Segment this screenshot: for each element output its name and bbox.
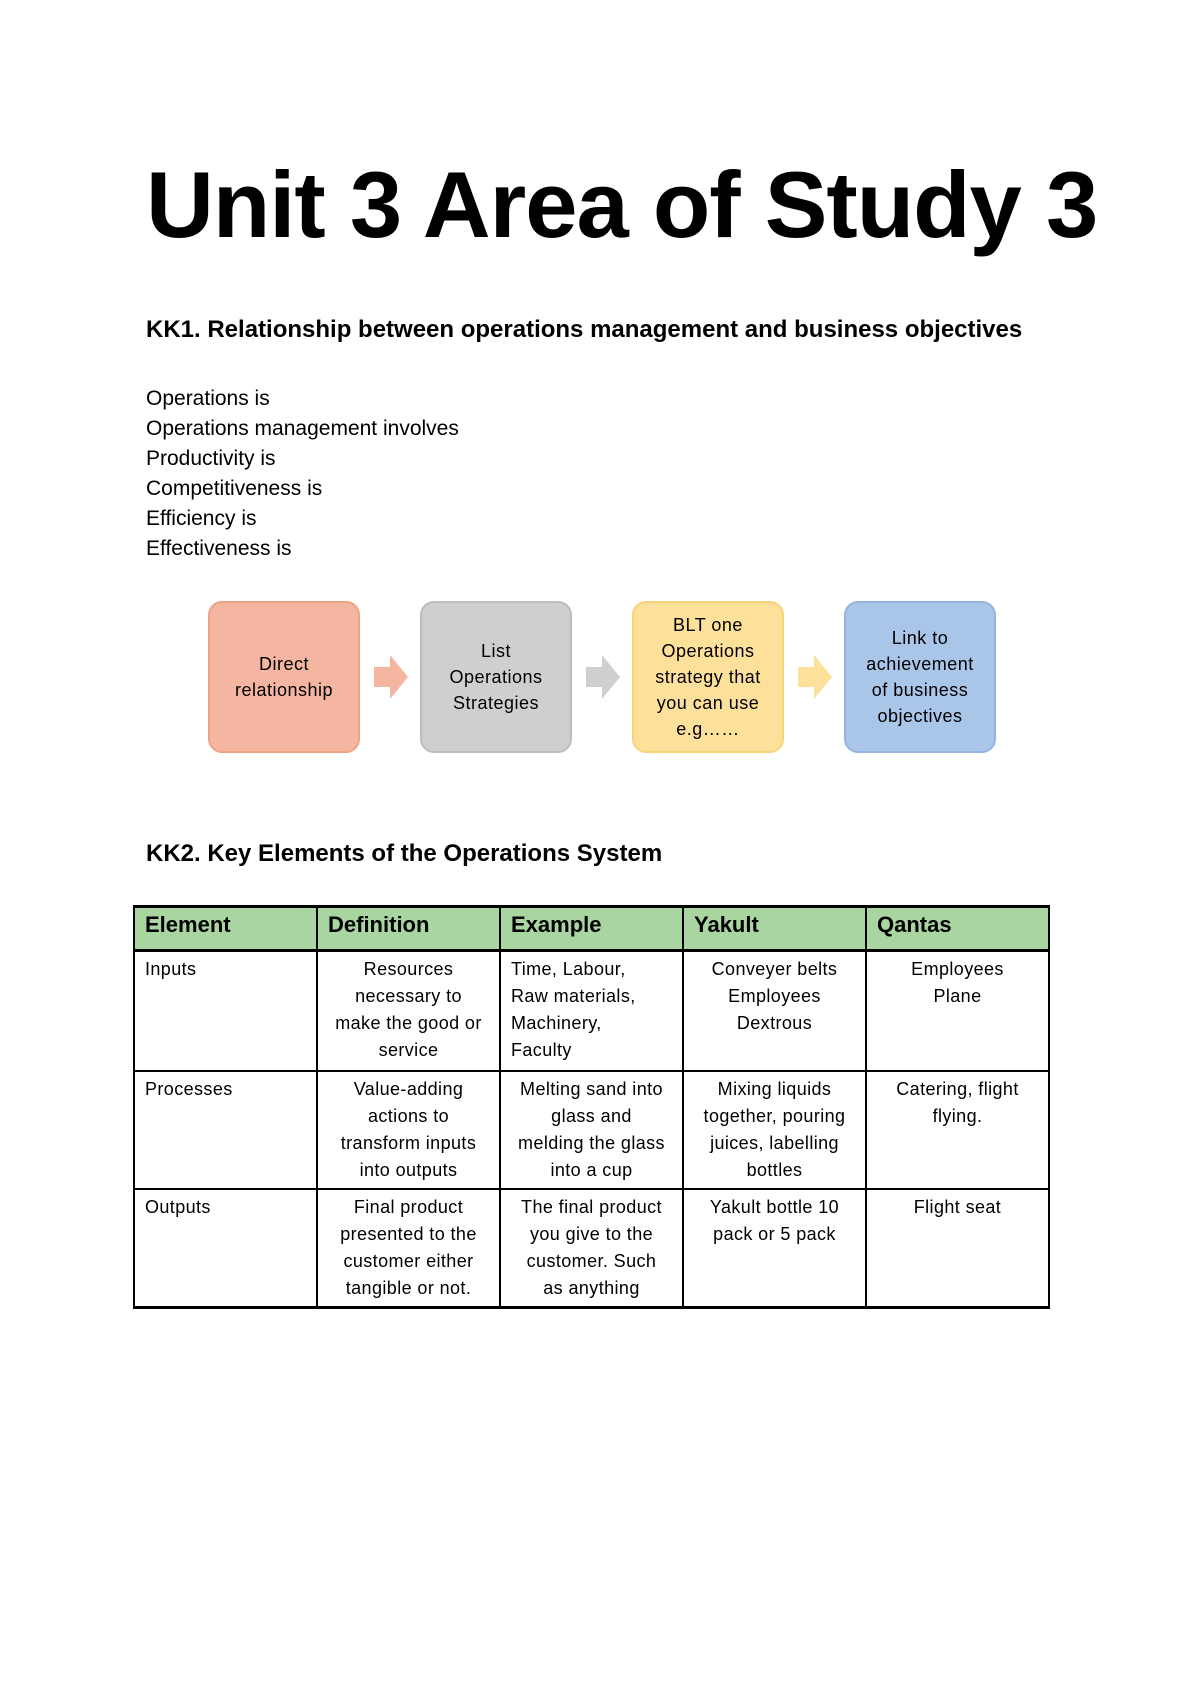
- table-row: [134, 1071, 1049, 1189]
- flow-box-line: of business: [871, 680, 969, 700]
- cell-line: as anything: [543, 1277, 640, 1298]
- column-header-element: Element: [134, 907, 317, 951]
- table-cell: [134, 1071, 317, 1189]
- table-cell: [317, 1189, 500, 1308]
- cell-line: customer. Such: [526, 1250, 657, 1271]
- flow-box-direct-relationship: [208, 601, 360, 753]
- cell-line: Employees: [911, 959, 1004, 979]
- cell-line: glass and: [551, 1105, 632, 1126]
- column-header-definition: Definition: [317, 907, 500, 951]
- cell-line: actions to: [367, 1105, 450, 1126]
- arrow-shape: [374, 655, 408, 699]
- flow-box-list-operations-strategies: [420, 601, 572, 753]
- definition-item-operations: Operations is: [146, 387, 270, 410]
- cell-line: necessary to: [355, 986, 462, 1006]
- flow-box-link-to-business-objectives: [844, 601, 996, 753]
- flow-box-line: List: [480, 641, 511, 661]
- kk1-heading: KK1. Relationship between operations management and business objectives: [146, 316, 1023, 343]
- flow-box-line: achievement: [866, 654, 974, 674]
- cell-line: Processes: [145, 1078, 233, 1099]
- cell-line: service: [378, 1040, 439, 1060]
- kk2-heading: KK2. Key Elements of the Operations System: [146, 840, 663, 867]
- definition-item-productivity: Productivity is: [146, 447, 276, 470]
- right-arrow-icon: [798, 655, 832, 699]
- cell-line: into a cup: [550, 1159, 633, 1180]
- right-arrow-icon: [586, 655, 620, 699]
- definition-item-efficiency: Efficiency is: [146, 507, 257, 530]
- definition-item-operations-management: Operations management involves: [146, 417, 459, 440]
- table-cell: [500, 1189, 683, 1308]
- arrow-shape: [798, 655, 832, 699]
- cell-line: Melting sand into: [520, 1078, 663, 1099]
- table-cell: [866, 951, 1049, 1071]
- cell-line: flying.: [932, 1105, 983, 1126]
- column-header-qantas: Qantas: [866, 907, 1049, 951]
- definition-item-competitiveness: Competitiveness is: [146, 477, 323, 500]
- flow-box-line: e.g……: [676, 719, 740, 739]
- cell-line: Raw materials,: [511, 986, 636, 1006]
- process-flow-diagram: [208, 601, 998, 753]
- cell-line: Resources: [363, 959, 454, 979]
- cell-line: Value-adding: [353, 1078, 464, 1099]
- flow-box-line: Operations: [661, 641, 755, 661]
- table-cell: [683, 1071, 866, 1189]
- table-cell: [317, 951, 500, 1071]
- cell-line: Machinery,: [511, 1013, 602, 1033]
- cell-line: Plane: [933, 986, 982, 1006]
- flow-box-line: strategy that: [655, 667, 761, 687]
- cell-line: The final product: [521, 1196, 662, 1217]
- cell-line: Conveyer belts: [711, 959, 838, 979]
- column-header-yakult: Yakult: [683, 907, 866, 951]
- operations-system-table: [133, 905, 1050, 1309]
- cell-line: pack or 5 pack: [713, 1223, 836, 1244]
- right-arrow-icon: [374, 655, 408, 699]
- table-cell: [866, 1189, 1049, 1308]
- arrow-shape: [586, 655, 620, 699]
- cell-line: tangible or not.: [345, 1277, 472, 1298]
- cell-line: together, pouring: [703, 1105, 846, 1126]
- table-cell: [500, 951, 683, 1071]
- flow-box-line: objectives: [877, 706, 963, 726]
- cell-line: Time, Labour,: [511, 959, 626, 979]
- flow-box-line: relationship: [234, 680, 334, 700]
- cell-line: transform inputs: [340, 1132, 477, 1153]
- cell-line: Inputs: [145, 959, 197, 979]
- cell-line: bottles: [746, 1159, 803, 1180]
- cell-line: you give to the: [529, 1223, 654, 1244]
- flow-box-line: Operations: [449, 667, 543, 687]
- flow-box-line: you can use: [656, 693, 760, 713]
- flow-box-blt-operations-strategy: [632, 601, 784, 753]
- table-cell: [866, 1071, 1049, 1189]
- table-cell: [683, 951, 866, 1071]
- flow-box-line: Direct: [258, 654, 309, 674]
- table-row: [134, 1189, 1049, 1308]
- cell-line: Final product: [353, 1196, 464, 1217]
- cell-line: presented to the: [340, 1223, 477, 1244]
- cell-line: Mixing liquids: [717, 1078, 832, 1099]
- cell-line: Employees: [728, 986, 821, 1006]
- table-cell: [500, 1071, 683, 1189]
- definition-list: [146, 384, 459, 564]
- table-cell: [317, 1071, 500, 1189]
- definition-item-effectiveness: Effectiveness is: [146, 537, 292, 560]
- table-cell: [134, 951, 317, 1071]
- flow-box-line: Link to: [891, 628, 949, 648]
- cell-line: Flight seat: [913, 1196, 1002, 1217]
- cell-line: Outputs: [145, 1196, 211, 1217]
- table-header-row: [134, 907, 1049, 951]
- table-cell: [134, 1189, 317, 1308]
- cell-line: customer either: [343, 1250, 474, 1271]
- flow-box-line: Strategies: [452, 693, 540, 713]
- column-header-example: Example: [500, 907, 683, 951]
- cell-line: make the good or: [335, 1013, 482, 1033]
- cell-line: Faculty: [511, 1040, 572, 1060]
- cell-line: juices, labelling: [710, 1132, 839, 1153]
- cell-line: Catering, flight: [896, 1078, 1019, 1099]
- table-row: [134, 951, 1049, 1071]
- flow-box-line: BLT one: [673, 615, 743, 635]
- page-title: Unit 3 Area of Study 3: [146, 152, 1098, 257]
- cell-line: into outputs: [359, 1159, 458, 1180]
- table-cell: [683, 1189, 866, 1308]
- cell-line: Yakult bottle 10: [709, 1196, 840, 1217]
- cell-line: Dextrous: [736, 1013, 813, 1033]
- cell-line: melding the glass: [518, 1132, 665, 1153]
